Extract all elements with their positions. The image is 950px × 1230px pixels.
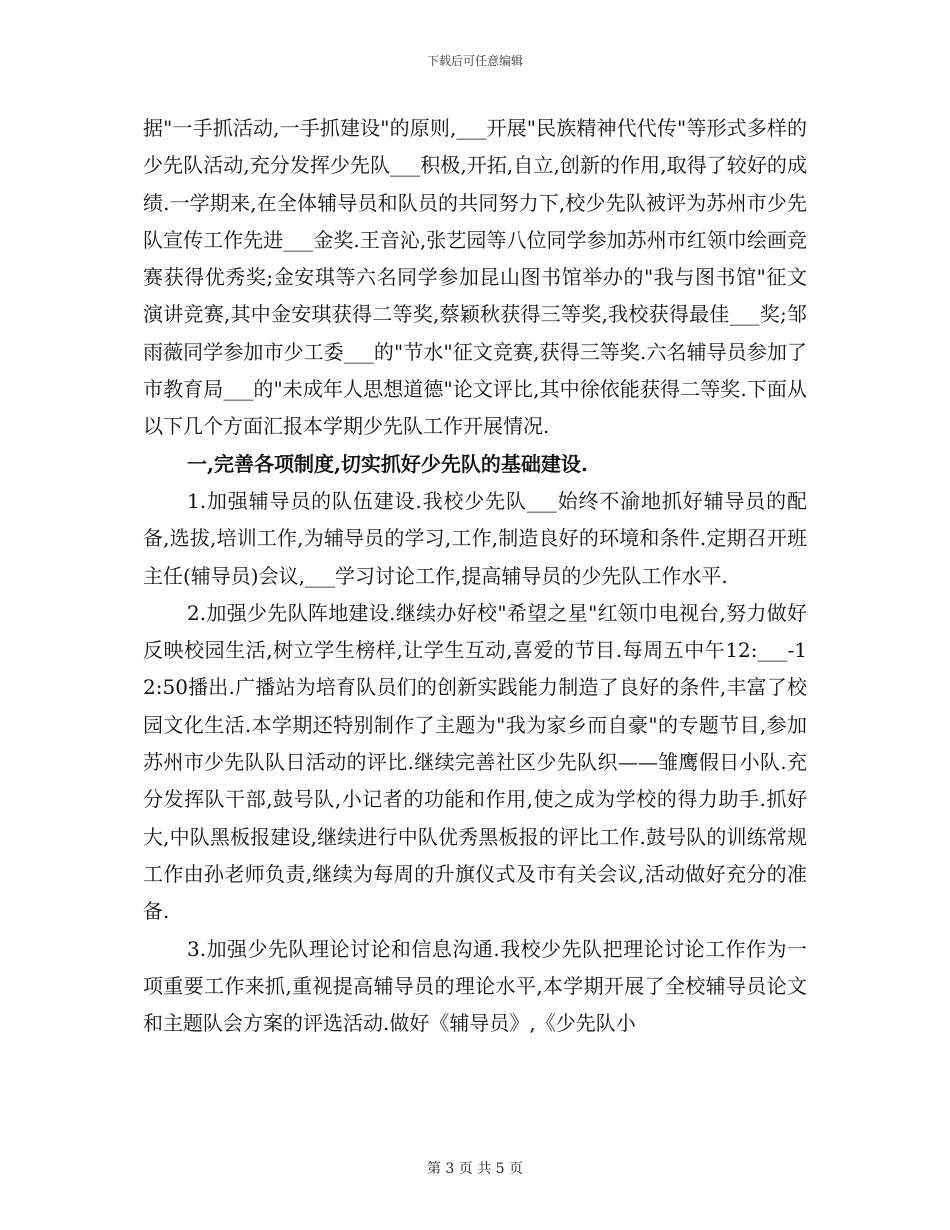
document-body xyxy=(143,110,807,1042)
page-footer: 第 3 页 共 5 页 xyxy=(426,1161,524,1177)
paragraph-item-1: 1.加强辅导员的队伍建设.我校少先队___始终不渝地抓好辅导员的配备,选拔,培训工作,为辅导员的学习,工作,制造良好的环境和条件.定期召开班主任(辅导员)会议,___学习讨论工作,提高辅导员的少先队工作水平. xyxy=(143,488,807,588)
paragraph-item-3: 3.加强少先队理论讨论和信息沟通.我校少先队把理论讨论工作作为一项重要工作来抓,重视提高辅导员的理论水平,本学期开展了全校辅导员论文和主题队会方案的评选活动.做好《辅导员》,《少先队小 xyxy=(143,936,807,1036)
paragraph-item-2: 2.加强少先队阵地建设.继续办好校"希望之星"红领巾电视台,努力做好反映校园生活,树立学生榜样,让学生互动,喜爱的节目.每周五中午12:___-12:50播出.广播站为培育队员们的创新实践能力制造了良好的条件,丰富了校园文化生活.本学期还特别制作了主题为"我为家乡而自豪"的专题节目,参加苏州市少先队队日活动的评比.继续完善社区少先队织——雏鹰假日小队.充分发挥队干部,鼓号队,小记者的功能和作用,使之成为学校的得力助手.抓好大,中队黑板报建设,继续进行中队优秀黑板报的评比工作.鼓号队的训练常规工作由孙老师负责,继续为每周的升旗仪式及市有关会议,活动做好充分的准备. xyxy=(143,600,807,924)
page-header: 下载后可任意编辑 xyxy=(426,54,523,68)
section-heading-1: 一,完善各项制度,切实抓好少先队的基础建设. xyxy=(187,451,588,476)
paragraph-intro: 据"一手抓活动,一手抓建设"的原则,___开展"民族精神代代传"等形式多样的少先队活动,充分发挥少先队___积极,开拓,自立,创新的作用,取得了较好的成绩.一学期来,在全体辅导员和队员的共同努力下,校少先队被评为苏州市少先队宣传工作先进___金奖.王音沁,张艺园等八位同学参加苏州市红领巾绘画竞赛获得优秀奖;金安琪等六名同学参加昆山图书馆举办的"我与图书馆"征文演讲竞赛,其中金安琪获得二等奖,蔡颖秋获得三等奖,我校获得最佳___奖;邹雨薇同学参加市少工委___的"节水"征文竞赛,获得三等奖.六名辅导员参加了市教育局___的"未成年人思想道德"论文评比,其中徐依能获得二等奖.下面从以下几个方面汇报本学期少先队工作开展情况. xyxy=(143,116,807,439)
